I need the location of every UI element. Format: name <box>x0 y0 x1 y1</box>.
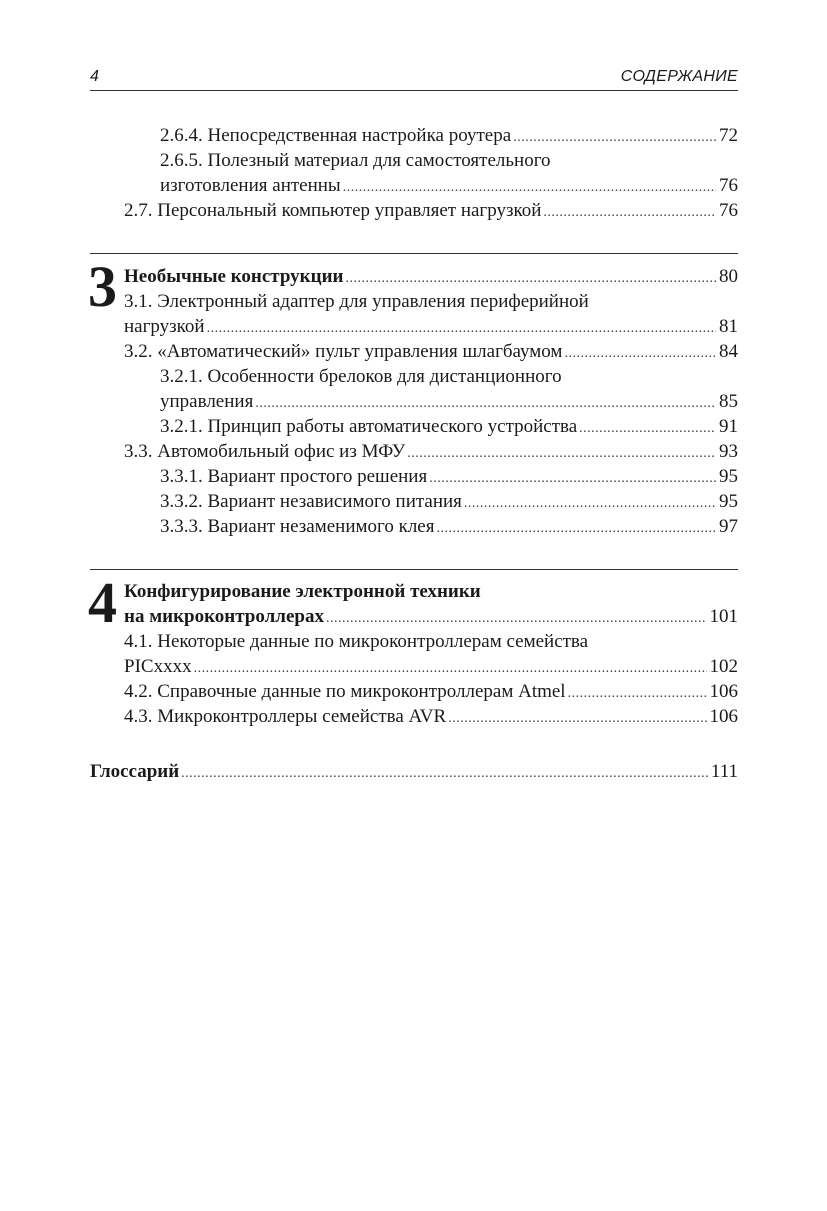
dot-leader <box>343 173 716 200</box>
dot-leader <box>448 704 706 731</box>
toc-entry-title: изготовления антенны <box>160 175 341 196</box>
toc-entry-2-6-5[interactable] <box>160 173 738 198</box>
dot-leader <box>564 339 716 366</box>
toc-page-number: 80 <box>719 266 738 287</box>
toc-page-number: 93 <box>719 441 738 462</box>
toc-entry-4-1[interactable] <box>124 654 738 679</box>
toc-chapter-4[interactable] <box>124 604 738 629</box>
dot-leader <box>255 389 716 416</box>
toc-glossary[interactable] <box>90 759 738 784</box>
toc-entry-3-2[interactable] <box>124 339 738 364</box>
toc-page-number: 81 <box>719 316 738 337</box>
dot-leader <box>181 759 708 786</box>
toc-page-number: 95 <box>719 466 738 487</box>
toc-entry-2-6-4[interactable] <box>160 123 738 148</box>
toc-entry-4-2[interactable] <box>124 679 738 704</box>
toc-entry-3-3-2[interactable] <box>160 489 738 514</box>
dot-leader <box>207 314 716 341</box>
toc-entry-3-3-3[interactable] <box>160 514 738 539</box>
toc-entry-title: 3.3.1. Вариант простого решения <box>160 466 428 487</box>
toc-page-number: 111 <box>710 761 738 782</box>
toc-entry-3-3[interactable] <box>124 439 738 464</box>
toc-entry-title: 2.6.4. Непосредственная настройка роутера <box>160 125 512 146</box>
chapter-divider <box>90 569 738 570</box>
toc-entry-3-2-1a[interactable] <box>160 389 738 414</box>
chapter-number-3: 3 <box>88 254 117 319</box>
toc-page-number: 91 <box>719 416 738 437</box>
toc-chapter-title: на микроконтроллерах <box>124 606 324 627</box>
toc-page-number: 101 <box>709 606 738 627</box>
dot-leader <box>436 514 716 541</box>
toc-entry-title: 3.3.3. Вариант незаменимого клея <box>160 516 435 537</box>
toc-entry-title: нагрузкой <box>124 316 205 337</box>
toc-page-number: 76 <box>719 175 738 196</box>
dot-leader <box>513 123 716 150</box>
dot-leader <box>579 414 716 441</box>
toc-page-number: 76 <box>719 200 738 221</box>
chapter-divider <box>90 253 738 254</box>
toc-entry-3-2-1b[interactable] <box>160 414 738 439</box>
toc-entry-4-3[interactable] <box>124 704 738 729</box>
dot-leader <box>407 439 716 466</box>
chapter-number-4: 4 <box>88 570 117 635</box>
toc-entry-title: 3.3. Автомобильный офис из МФУ <box>124 441 406 462</box>
toc-entry-4-1-line1[interactable]: 4.1. Некоторые данные по микроконтроллерам семейства <box>124 631 589 652</box>
toc-chapter-3[interactable] <box>124 264 738 289</box>
toc-page-number: 95 <box>719 491 738 512</box>
toc-entry-3-1[interactable] <box>124 314 738 339</box>
toc-page-number: 72 <box>719 125 738 146</box>
toc-entry-title: 4.2. Справочные данные по микроконтроллерам Atmel <box>124 681 566 702</box>
toc-page-number: 106 <box>709 681 738 702</box>
dot-leader <box>194 654 707 681</box>
toc-entry-title: 2.7. Персональный компьютер управляет нагрузкой <box>124 200 542 221</box>
dot-leader <box>326 604 707 631</box>
dot-leader <box>543 198 716 225</box>
page-number: 4 <box>90 68 99 85</box>
toc-entry-title: 3.3.2. Вариант независимого питания <box>160 491 462 512</box>
toc-chapter-4-line1[interactable]: Конфигурирование электронной техники <box>124 581 481 602</box>
toc-page-number: 102 <box>709 656 738 677</box>
toc-entry-title: управления <box>160 391 254 412</box>
toc-entry-2-7[interactable] <box>124 198 738 223</box>
toc-page-number: 85 <box>719 391 738 412</box>
section-title: СОДЕРЖАНИЕ <box>620 68 738 85</box>
toc-page-number: 84 <box>719 341 738 362</box>
dot-leader <box>568 679 707 706</box>
running-header <box>90 66 738 91</box>
toc-entry-2-6-5-line1[interactable]: 2.6.5. Полезный материал для самостоятельного <box>160 150 551 171</box>
toc-entry-3-1-line1[interactable]: 3.1. Электронный адаптер для управления периферийной <box>124 291 589 312</box>
toc-entry-3-2-1a-line1[interactable]: 3.2.1. Особенности брелоков для дистанционного <box>160 366 562 387</box>
dot-leader <box>429 464 716 491</box>
toc-chapter-title: Необычные конструкции <box>124 266 344 287</box>
toc-entry-3-3-1[interactable] <box>160 464 738 489</box>
toc-page-number: 106 <box>709 706 738 727</box>
toc-entry-title: PICxxxx <box>124 656 192 677</box>
toc-page-number: 97 <box>719 516 738 537</box>
dot-leader <box>464 489 716 516</box>
toc-glossary-title: Глоссарий <box>90 761 180 782</box>
toc-entry-title: 3.2. «Автоматический» пульт управления шлагбаумом <box>124 341 563 362</box>
dot-leader <box>345 264 716 291</box>
toc-entry-title: 3.2.1. Принцип работы автоматического устройства <box>160 416 578 437</box>
toc-entry-title: 4.3. Микроконтроллеры семейства AVR <box>124 706 447 727</box>
